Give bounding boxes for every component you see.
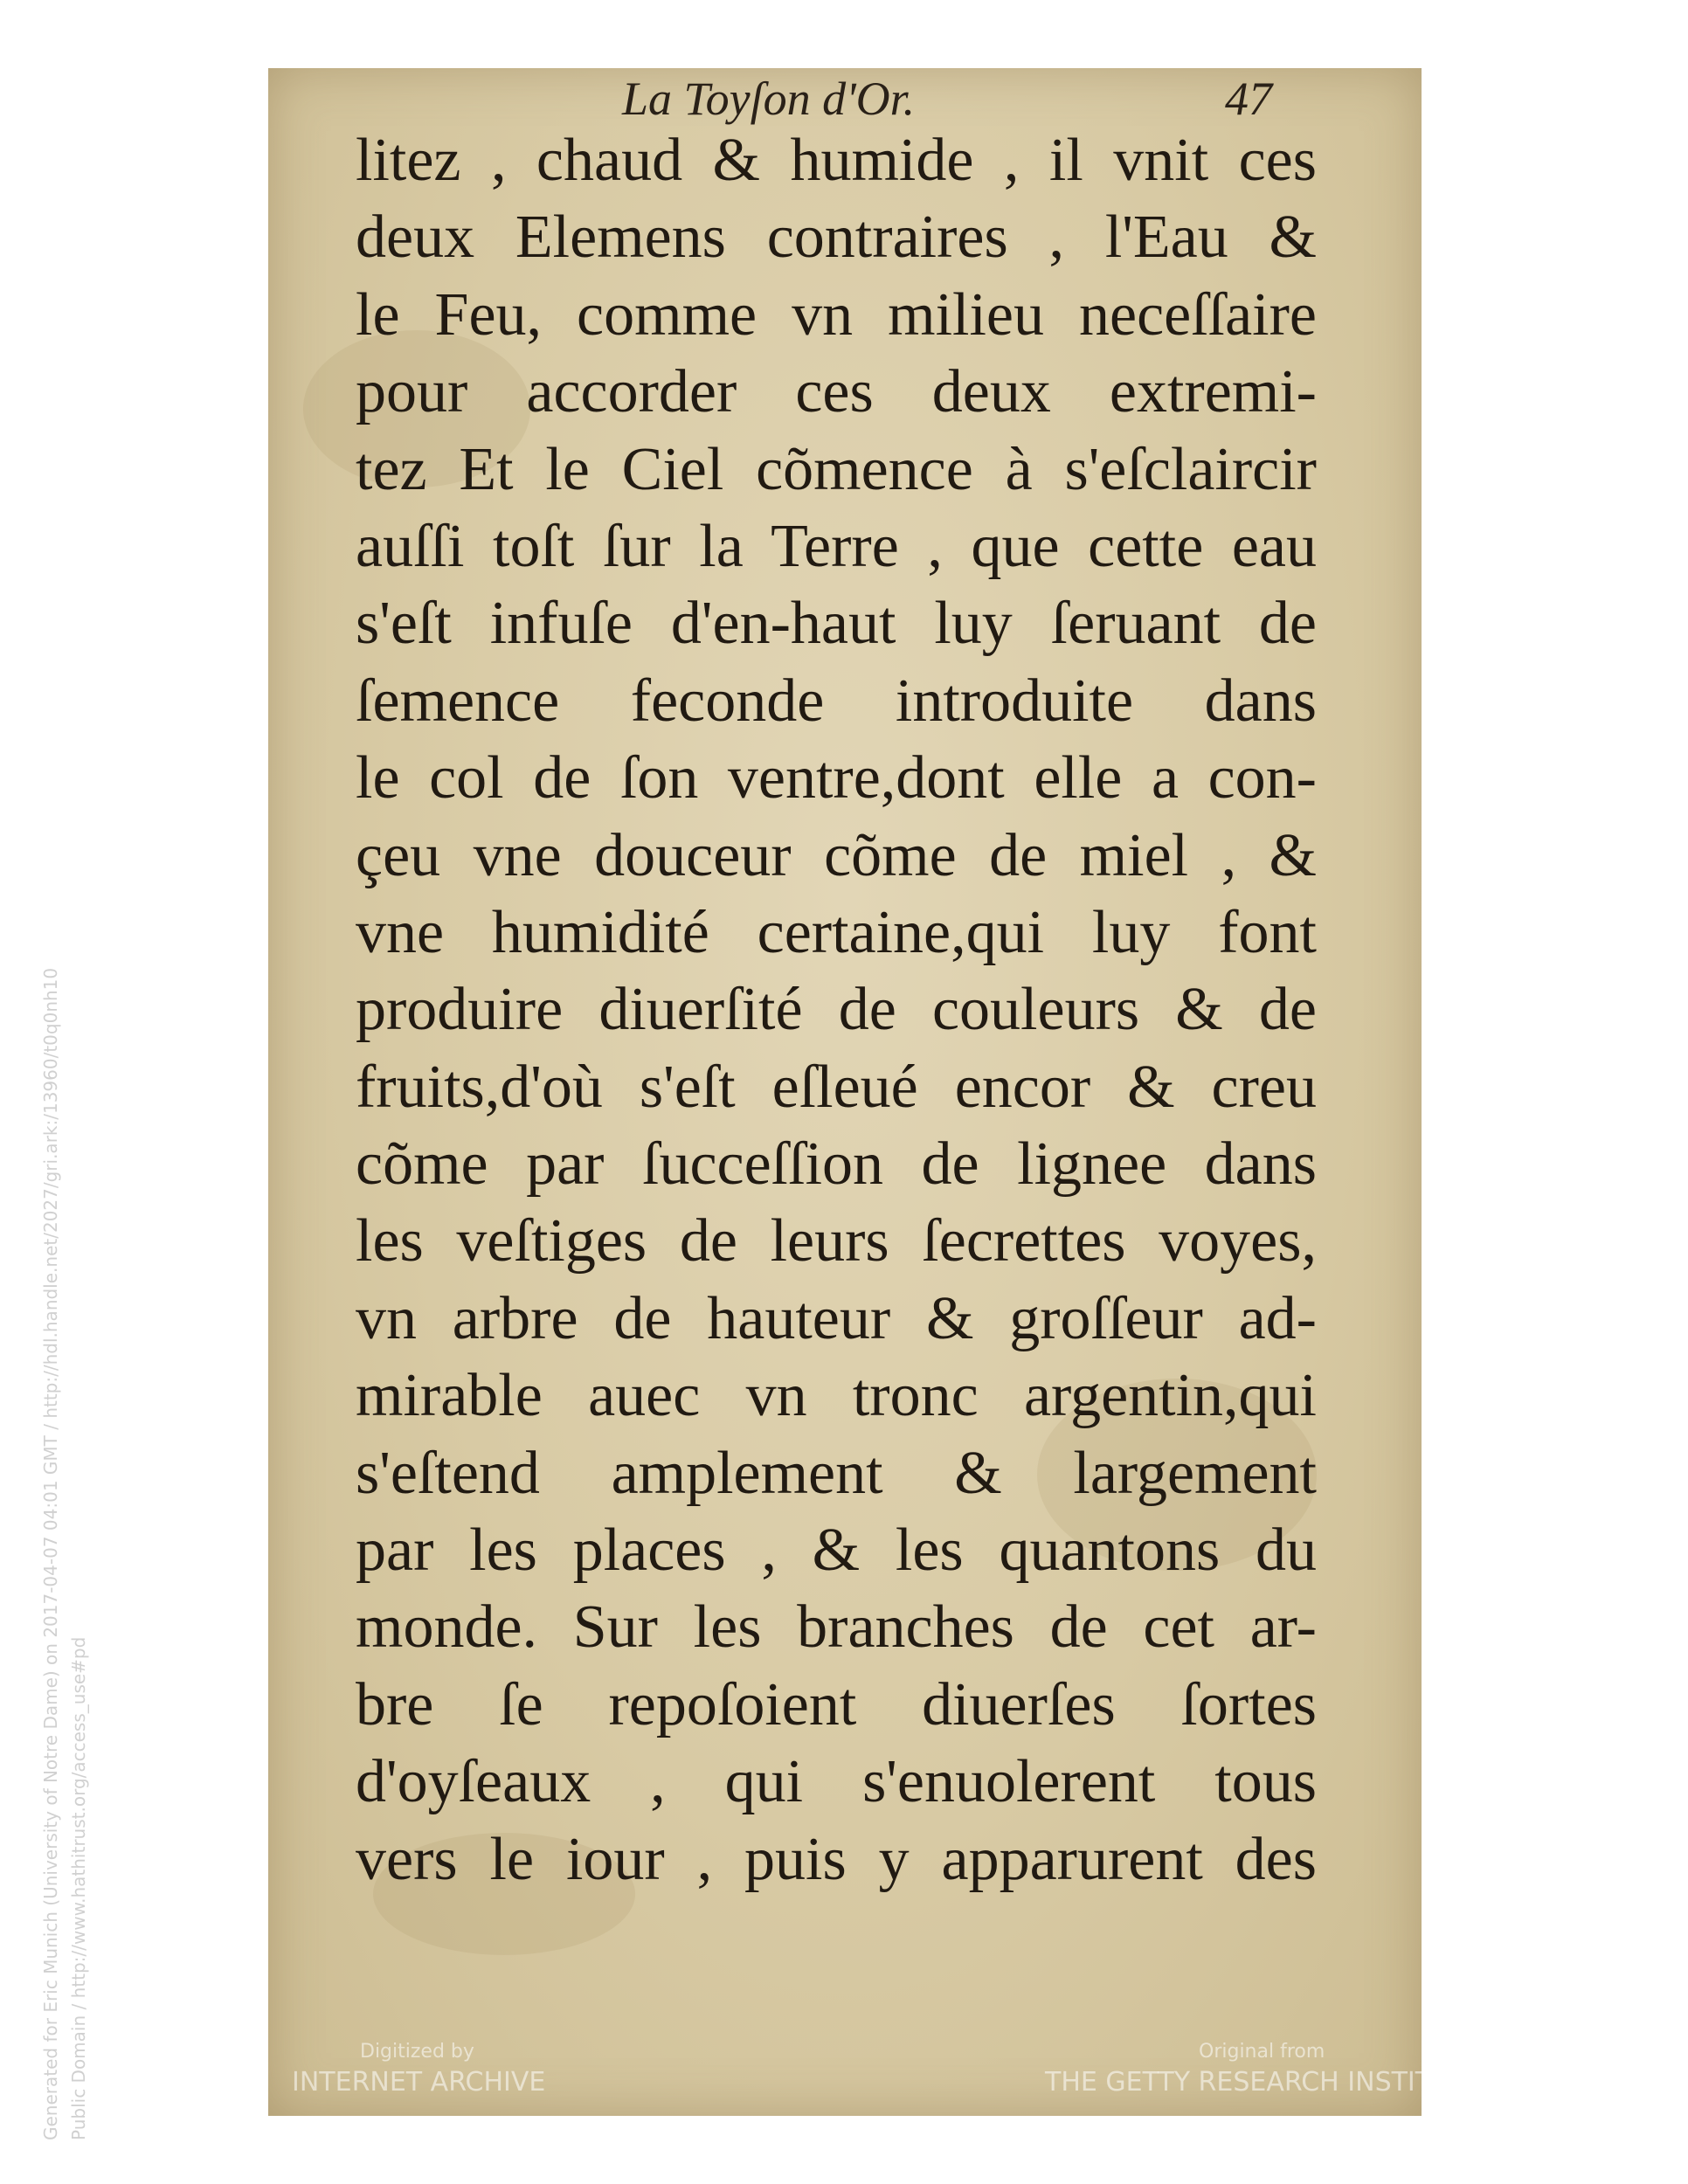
text-line: produire diuerſité de couleurs & de — [356, 976, 1317, 1044]
text-line: par les places , & les quantons du — [356, 1517, 1317, 1585]
body-text — [356, 122, 1317, 1898]
text-line: ſemence feconde introduite dans — [356, 667, 1317, 735]
getty-institute-watermark: THE GETTY RESEARCH INSTITUTE — [1045, 2067, 1484, 2098]
rights-notice-line: Public Domain / http://www.hathitrust.org/access_use#pd — [68, 1636, 89, 2140]
text-line: bre ſe repoſoient diuerſes ſortes — [356, 1670, 1317, 1738]
text-line: s'eſt infuſe d'en-haut luy ſeruant de — [356, 590, 1317, 658]
text-line: auſſi toſt ſur la Terre , que cette eau — [356, 512, 1317, 580]
text-line: deux Elemens contraires , l'Eau & — [356, 204, 1317, 272]
text-line: le Feu, comme vn milieu neceſſaire — [356, 280, 1317, 349]
side-access-notice — [37, 795, 93, 2140]
text-line: fruits,d'où s'eſt eſleué encor & creu — [356, 1053, 1317, 1121]
internet-archive-watermark: INTERNET ARCHIVE — [292, 2067, 546, 2098]
text-line: çeu vne douceur cõme de miel , & — [356, 821, 1317, 889]
text-line: tez Et le Ciel cõmence à s'eſclaircir — [356, 435, 1317, 503]
text-line: les veſtiges de leurs ſecrettes voyes, — [356, 1207, 1317, 1275]
digitized-by-label: Digitized by — [360, 2041, 474, 2063]
text-line: pour accorder ces deux extremi- — [356, 358, 1317, 426]
text-line: vn arbre de hauteur & groſſeur ad- — [356, 1284, 1317, 1352]
scanned-book-page — [268, 68, 1422, 2116]
text-line: litez , chaud & humide , il vnit ces — [356, 127, 1317, 194]
text-line: s'eſtend amplement & largement — [356, 1439, 1317, 1507]
running-head — [268, 68, 1422, 129]
text-line: d'oyſeaux , qui s'enuolerent tous — [356, 1748, 1317, 1816]
text-line: le col de ſon ventre,dont elle a con- — [356, 744, 1317, 812]
text-line: vers le iour , puis y apparurent des — [356, 1825, 1317, 1893]
text-line: vne humidité certaine,qui luy font — [356, 898, 1317, 966]
page-number: 47 — [1225, 73, 1272, 125]
original-from-label: Original from — [1199, 2041, 1325, 2063]
generated-notice-line: Generated for Eric Munich (University of Notre Dame) on 2017-04-07 04:01 GMT / http://hdl.handle.net/2027/gri.ark:/13960/t0q0nh10 — [40, 967, 61, 2140]
text-line: mirable auec vn tronc argentin,qui — [356, 1362, 1317, 1430]
text-line: cõme par ſucceſſion de lignee dans — [356, 1130, 1317, 1199]
text-line: monde. Sur les branches de cet ar- — [356, 1593, 1317, 1662]
running-title: La Toyſon d'Or. — [622, 73, 916, 125]
